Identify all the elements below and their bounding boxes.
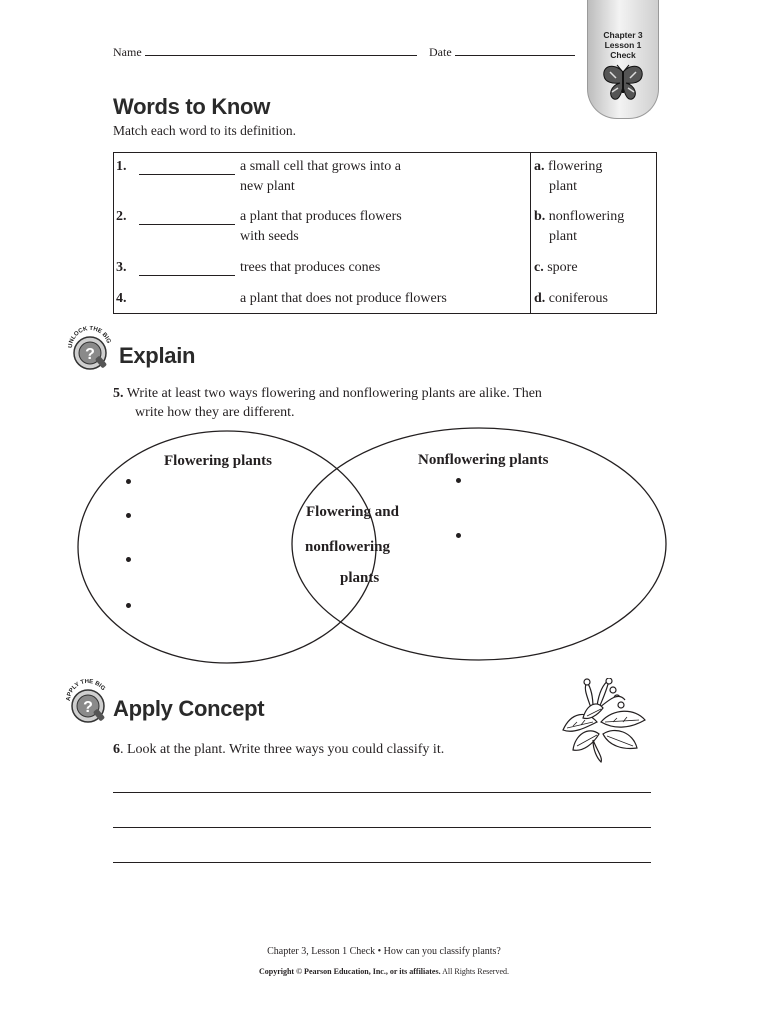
apply-badge-icon <box>66 679 110 730</box>
row-number: 2. <box>116 209 127 224</box>
row-number: 4. <box>116 291 127 306</box>
definition-line: trees that produces cones <box>240 260 381 275</box>
definition-line: a plant that produces flowers <box>240 209 402 224</box>
copyright-rest: All Rights Reserved. <box>440 967 510 976</box>
definition-line: with seeds <box>240 229 299 244</box>
words-to-know-instruction: Match each word to its definition. <box>113 123 296 138</box>
question-number: 6 <box>113 742 120 757</box>
tab-check: Check <box>610 50 636 60</box>
bullet-point <box>456 533 461 538</box>
option-letter: b. <box>534 209 546 224</box>
venn-center-line-2: nonflowering <box>305 539 391 555</box>
date-label: Date <box>429 45 452 59</box>
option-letter: c. <box>534 260 544 275</box>
bullet-point <box>126 557 131 562</box>
copyright <box>0 967 768 976</box>
venn-right-label: Nonflowering plants <box>418 452 549 468</box>
row-number: 3. <box>116 260 127 275</box>
question-6 <box>113 740 444 759</box>
venn-center-line-1: Flowering and <box>306 504 399 520</box>
explain-title: Explain <box>119 343 196 368</box>
badge-text: UNLOCK THE BIG <box>68 326 112 349</box>
question-text: . Look at the plant. Write three ways you could classify it. <box>120 742 445 757</box>
answer-line-2[interactable] <box>113 827 651 828</box>
option-text: plant <box>549 229 577 244</box>
page-footer <box>0 946 768 957</box>
option-text: plant <box>549 179 577 194</box>
question-text: write how they are different. <box>135 405 295 420</box>
badge-text: APPLY THE BIG <box>66 679 106 702</box>
answer-line-3[interactable] <box>113 862 651 863</box>
tab-chapter: Chapter 3 <box>603 30 643 40</box>
plant-icon <box>553 678 653 764</box>
bullet-point <box>456 478 461 483</box>
option-text: flowering <box>548 159 603 174</box>
name-label: Name <box>113 45 142 59</box>
footer-lesson: Chapter 3, Lesson 1 Check <box>267 946 376 957</box>
option-text: coniferous <box>548 291 608 306</box>
copyright-bold: Copyright © Pearson Education, Inc., or its affiliates. <box>258 967 441 976</box>
apply-concept-title: Apply Concept <box>113 696 265 721</box>
question-number: 5. <box>113 386 124 401</box>
bullet-point <box>126 513 131 518</box>
footer-question: How can you classify plants? <box>383 946 501 957</box>
question-text: Write at least two ways flowering and nonflowering plants are alike. Then <box>126 386 542 401</box>
option-text: nonflowering <box>548 209 625 224</box>
words-to-know-title: Words to Know <box>113 94 271 119</box>
definition-line: new plant <box>240 179 295 194</box>
row-number: 1. <box>116 159 127 174</box>
definition-line: a plant that does not produce flowers <box>240 291 447 306</box>
venn-left-label: Flowering plants <box>164 453 272 469</box>
footer-bullet: • <box>377 946 382 957</box>
definition-line: a small cell that grows into a <box>240 159 401 174</box>
option-letter: a. <box>534 159 545 174</box>
tab-lesson: Lesson 1 <box>604 40 642 50</box>
bullet-point <box>126 479 131 484</box>
option-text: spore <box>547 260 578 275</box>
svg-text:?: ? <box>83 699 93 716</box>
bullet-point <box>126 603 131 608</box>
answer-line-1[interactable] <box>113 792 651 793</box>
svg-text:?: ? <box>85 346 95 363</box>
option-letter: d. <box>534 291 546 306</box>
venn-center-line-3: plants <box>340 570 380 586</box>
